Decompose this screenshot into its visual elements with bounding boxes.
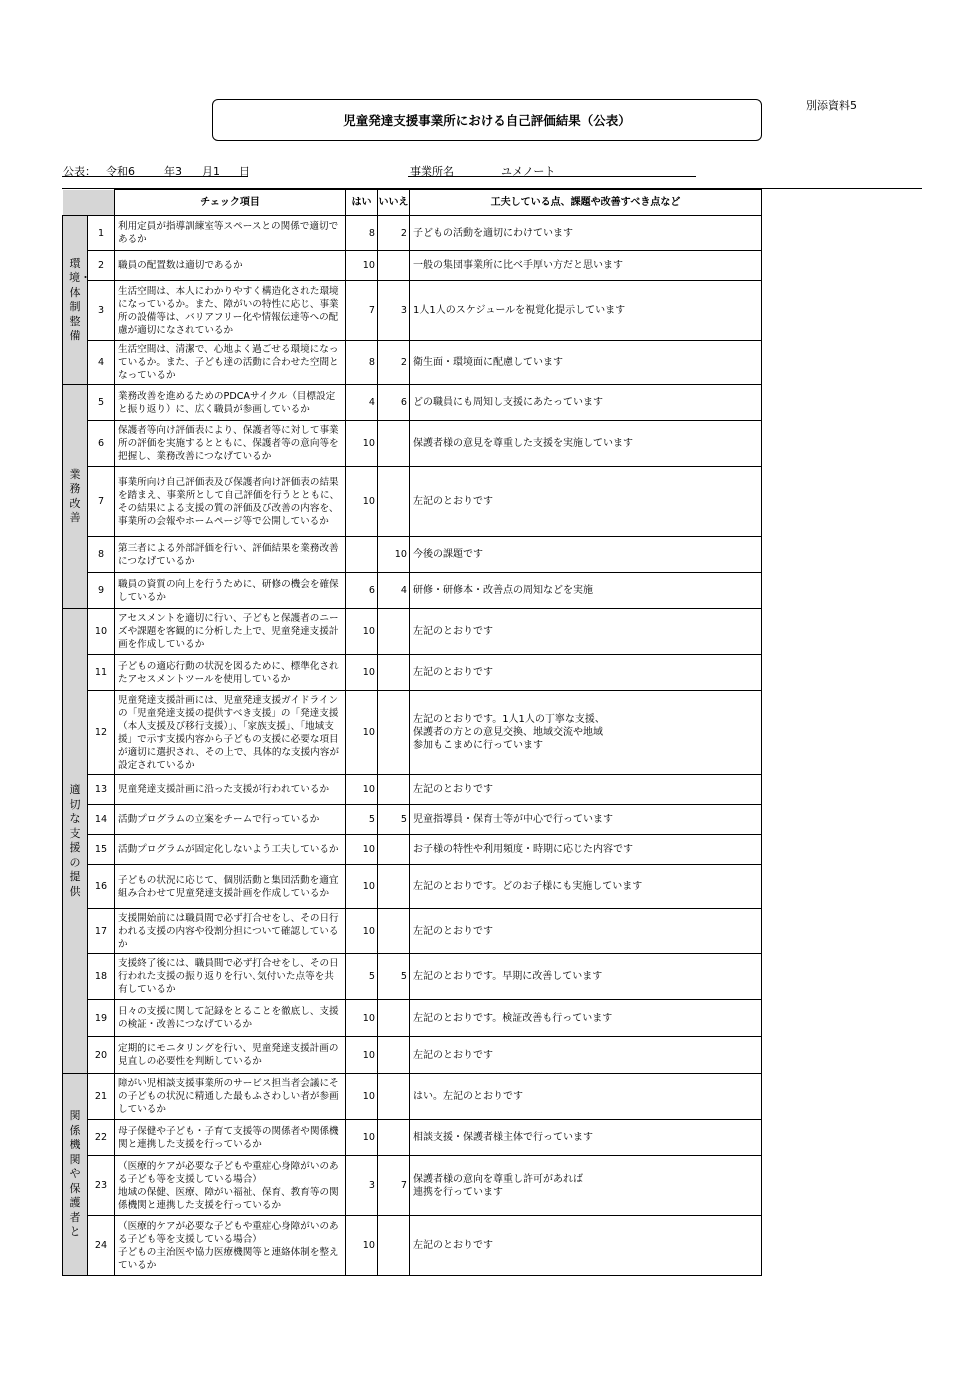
row-number: 10 <box>88 609 115 655</box>
note-text: 左記のとおりです <box>410 609 762 655</box>
table-row <box>63 865 762 909</box>
note-text: 左記のとおりです。1人1人の丁寧な支援、 保護者の方との意見交換、地域交流や地域 参加もこまめに行っています <box>410 691 762 775</box>
row-number: 16 <box>88 865 115 909</box>
no-count <box>378 835 410 865</box>
check-item: 職員の資質の向上を行うために、研修の機会を確保しているか <box>115 573 346 609</box>
row-number: 6 <box>88 421 115 467</box>
table-row <box>63 609 762 655</box>
check-item: 子どもの状況に応じて、個別活動と集団活動を適宜組み合わせて児童発達支援計画を作成しているか <box>115 865 346 909</box>
no-count <box>378 1216 410 1276</box>
publication-year: 年3 <box>164 165 182 178</box>
note-text: お子様の特性や利用頻度・時期に応じた内容です <box>410 835 762 865</box>
table-body <box>63 216 762 1276</box>
table-row <box>63 1156 762 1216</box>
row-number: 11 <box>88 655 115 691</box>
check-item: 保護者等向け評価表により、保護者等に対して事業所の評価を実施するとともに、保護者等の意向等を把握し、業務改善につなげているか <box>115 421 346 467</box>
table-row <box>63 805 762 835</box>
yes-count: 5 <box>346 805 378 835</box>
check-item: （医療的ケアが必要な子どもや重症心身障がいのある子ども等を支援している場合） 地域の保健、医療、障がい福祉、保育、教育等の関係機関と連携した支援を行っているか <box>115 1156 346 1216</box>
category-cell <box>63 1074 88 1276</box>
note-text: 左記のとおりです。検証改善も行っています <box>410 1000 762 1037</box>
table-row <box>63 1120 762 1156</box>
check-item: 子どもの適応行動の状況を図るために、標準化されたアセスメントツールを使用しているか <box>115 655 346 691</box>
evaluation-table <box>62 189 762 1276</box>
no-count <box>378 421 410 467</box>
no-count <box>378 865 410 909</box>
no-count: 4 <box>378 573 410 609</box>
note-text: 左記のとおりです <box>410 467 762 537</box>
yes-count: 3 <box>346 1156 378 1216</box>
publication-month: 月1 <box>202 165 220 178</box>
note-text: 左記のとおりです <box>410 775 762 805</box>
note-text: 左記のとおりです。早期に改善しています <box>410 954 762 1000</box>
row-number: 22 <box>88 1120 115 1156</box>
yes-count: 10 <box>346 691 378 775</box>
category-cell <box>63 609 88 1074</box>
no-count <box>378 609 410 655</box>
no-count <box>378 655 410 691</box>
check-item: 支援終了後には、職員間で必ず打合せをし、その日行われた支援の振り返りを行い､気付いた点等を共有しているか <box>115 954 346 1000</box>
table-row <box>63 691 762 775</box>
yes-count: 10 <box>346 1000 378 1037</box>
no-count: 6 <box>378 385 410 421</box>
note-text: 児童指導員・保育士等が中心で行っています <box>410 805 762 835</box>
table-row <box>63 281 762 341</box>
note-text: 一般の集団事業所に比べ手厚い方だと思います <box>410 251 762 281</box>
check-item: 利用定員が指導訓練室等スペースとの関係で適切であるか <box>115 216 346 251</box>
publication-era: 令和6 <box>106 165 135 178</box>
row-number: 19 <box>88 1000 115 1037</box>
no-count <box>378 909 410 954</box>
table-row <box>63 1000 762 1037</box>
table-row <box>63 1037 762 1074</box>
table-row <box>63 341 762 385</box>
note-text: 相談支援・保護者様主体で行っています <box>410 1120 762 1156</box>
yes-count: 8 <box>346 216 378 251</box>
row-number: 17 <box>88 909 115 954</box>
header-note: 工夫している点、課題や改善すべき点など <box>410 190 762 216</box>
yes-count: 10 <box>346 835 378 865</box>
note-text: 左記のとおりです <box>410 655 762 691</box>
row-number: 12 <box>88 691 115 775</box>
no-count <box>378 691 410 775</box>
note-text: 左記のとおりです <box>410 909 762 954</box>
row-number: 9 <box>88 573 115 609</box>
table-row <box>63 655 762 691</box>
note-text: 研修・研修本・改善点の周知などを実施 <box>410 573 762 609</box>
check-item: 児童発達支援計画に沿った支援が行われているか <box>115 775 346 805</box>
annex-label: 別添資料5 <box>806 99 857 112</box>
note-text: 保護者様の意見を尊重した支援を実施しています <box>410 421 762 467</box>
check-item: 活動プログラムの立案をチームで行っているか <box>115 805 346 835</box>
no-count: 10 <box>378 537 410 573</box>
no-count: 5 <box>378 954 410 1000</box>
table-row <box>63 573 762 609</box>
no-count: 3 <box>378 281 410 341</box>
row-number: 15 <box>88 835 115 865</box>
check-item: 業務改善を進めるためのPDCAサイクル（目標設定と振り返り）に、広く職員が参画しているか <box>115 385 346 421</box>
yes-count: 10 <box>346 1074 378 1120</box>
row-number: 8 <box>88 537 115 573</box>
check-item: 障がい児相談支援事業所のサービス担当者会議にその子どもの状況に精通した最もふさわしい者が参画しているか <box>115 1074 346 1120</box>
row-number: 3 <box>88 281 115 341</box>
row-number: 24 <box>88 1216 115 1276</box>
no-count <box>378 1074 410 1120</box>
yes-count: 10 <box>346 1216 378 1276</box>
row-number: 1 <box>88 216 115 251</box>
office-underline <box>408 176 696 177</box>
row-number: 2 <box>88 251 115 281</box>
yes-count: 5 <box>346 954 378 1000</box>
no-count <box>378 1120 410 1156</box>
note-text: どの職員にも周知し支援にあたっています <box>410 385 762 421</box>
yes-count: 10 <box>346 251 378 281</box>
yes-count: 8 <box>346 341 378 385</box>
row-number: 13 <box>88 775 115 805</box>
row-number: 18 <box>88 954 115 1000</box>
yes-count: 10 <box>346 1037 378 1074</box>
category-cell <box>63 385 88 609</box>
note-text: 衛生面・環境面に配慮しています <box>410 341 762 385</box>
yes-count: 10 <box>346 1120 378 1156</box>
yes-count: 10 <box>346 865 378 909</box>
row-number: 5 <box>88 385 115 421</box>
category-label: 業務改善 <box>69 467 81 524</box>
no-count: 2 <box>378 216 410 251</box>
publication-underline <box>62 176 248 177</box>
check-item: 職員の配置数は適切であるか <box>115 251 346 281</box>
note-text: 1人1人のスケジュールを視覚化提示しています <box>410 281 762 341</box>
row-number: 14 <box>88 805 115 835</box>
table-row <box>63 909 762 954</box>
no-count: 5 <box>378 805 410 835</box>
no-count <box>378 1037 410 1074</box>
note-text: 左記のとおりです <box>410 1216 762 1276</box>
header-yes: はい <box>346 190 378 216</box>
no-count <box>378 1000 410 1037</box>
yes-count: 10 <box>346 909 378 954</box>
note-text: 子どもの活動を適切にわけています <box>410 216 762 251</box>
row-number: 4 <box>88 341 115 385</box>
table-row <box>63 385 762 421</box>
table-header-row <box>63 190 762 216</box>
yes-count <box>346 537 378 573</box>
row-number: 20 <box>88 1037 115 1074</box>
page-title <box>212 99 762 141</box>
header-blank <box>63 190 115 216</box>
check-item: 支援開始前には職員間で必ず打合せをし、その日行われる支援の内容や役割分担について確認しているか <box>115 909 346 954</box>
yes-count: 10 <box>346 655 378 691</box>
yes-count: 4 <box>346 385 378 421</box>
check-item: 第三者による外部評価を行い、評価結果を業務改善につなげているか <box>115 537 346 573</box>
check-item: 事業所向け自己評価表及び保護者向け評価表の結果を踏まえ、事業所として自己評価を行うとともに、その結果による支援の質の評価及び改善の内容を、事業所の会報やホームページ等で公開しているか <box>115 467 346 537</box>
yes-count: 10 <box>346 467 378 537</box>
no-count <box>378 775 410 805</box>
row-number: 23 <box>88 1156 115 1216</box>
check-item: 日々の支援に関して記録をとることを徹底し、支援の検証・改善につなげているか <box>115 1000 346 1037</box>
office-name: ユメノート <box>501 165 556 178</box>
table-row <box>63 954 762 1000</box>
table-row <box>63 1074 762 1120</box>
table-row <box>63 537 762 573</box>
table-row <box>63 1216 762 1276</box>
note-text: 左記のとおりです。どのお子様にも実施しています <box>410 865 762 909</box>
table-row <box>63 251 762 281</box>
check-item: アセスメントを適切に行い、子どもと保護者のニーズや課題を客観的に分析した上で、児童発達支援計画を作成しているか <box>115 609 346 655</box>
publication-day: 日 <box>239 165 250 178</box>
office-label: 事業所名 <box>410 165 454 178</box>
yes-count: 10 <box>346 421 378 467</box>
no-count: 7 <box>378 1156 410 1216</box>
yes-count: 10 <box>346 775 378 805</box>
header-no: いいえ <box>378 190 410 216</box>
table-row <box>63 421 762 467</box>
page-title-text: 児童発達支援事業所における自己評価結果（公表） <box>343 113 631 128</box>
check-item: 児童発達支援計画には、児童発達支援ガイドラインの「児童発達支援の提供すべき支援」の「発達支援（本人支援及び移行支援）」、「家族支援」、「地域支援」で示す支援内容から子どもの支援に必要な項目が適切に選択され、その上で、具体的な支援内容が設定されているか <box>115 691 346 775</box>
yes-count: 10 <box>346 609 378 655</box>
header-item: チェック項目 <box>115 190 346 216</box>
check-item: 母子保健や子ども・子育て支援等の関係者や関係機関と連携した支援を行っているか <box>115 1120 346 1156</box>
yes-count: 6 <box>346 573 378 609</box>
row-number: 21 <box>88 1074 115 1120</box>
note-text: 今後の課題です <box>410 537 762 573</box>
category-cell <box>63 216 91 385</box>
check-item: 定期的にモニタリングを行い、児童発達支援計画の見直しの必要性を判断しているか <box>115 1037 346 1074</box>
table-row <box>63 835 762 865</box>
no-count: 2 <box>378 341 410 385</box>
note-text: 保護者様の意向を尊重し許可があれば 連携を行っています <box>410 1156 762 1216</box>
table-row <box>63 775 762 805</box>
note-text: はい。左記のとおりです <box>410 1074 762 1120</box>
check-item: （医療的ケアが必要な子どもや重症心身障がいのある子ども等を支援している場合） 子どもの主治医や協力医療機関等と連絡体制を整えているか <box>115 1216 346 1276</box>
table-row <box>63 216 762 251</box>
no-count <box>378 467 410 537</box>
check-item: 生活空間は、本人にわかりやすく構造化された環境になっているか。また、障がいの特性に応じ、事業所の設備等は、バリアフリー化や情報伝達等への配慮が適切になされているか <box>115 281 346 341</box>
no-count <box>378 251 410 281</box>
yes-count: 7 <box>346 281 378 341</box>
category-label: 関係機関や保護者と <box>69 1109 81 1239</box>
check-item: 活動プログラムが固定化しないよう工夫しているか <box>115 835 346 865</box>
row-number: 7 <box>88 467 115 537</box>
category-label: 適切な支援の提供 <box>69 783 81 898</box>
table-row <box>63 467 762 537</box>
category-label: 環境・体制整備 <box>69 256 91 342</box>
note-text: 左記のとおりです <box>410 1037 762 1074</box>
check-item: 生活空間は、清潔で、心地よく過ごせる環境になっているか。また、子ども達の活動に合わせた空間となっているか <box>115 341 346 385</box>
publication-label: 公表： <box>63 165 96 178</box>
